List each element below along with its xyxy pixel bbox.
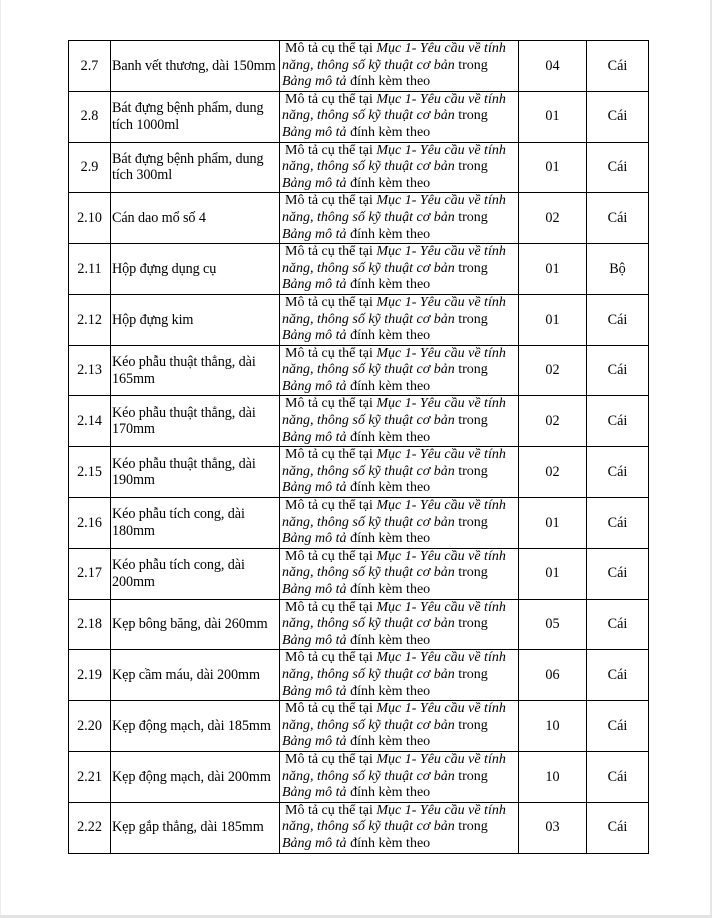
description-line-2 <box>282 565 518 582</box>
item-description <box>280 701 519 752</box>
description-line-3 <box>282 379 518 396</box>
description-reference: Bảng mô tả <box>282 683 347 699</box>
description-line-3 <box>282 734 518 751</box>
description-line-1 <box>282 752 518 769</box>
item-unit: Cái <box>587 599 649 650</box>
item-unit: Bộ <box>587 244 649 295</box>
item-number: 2.14 <box>69 396 111 447</box>
description-text: Mô tả cụ thể tại <box>285 701 377 717</box>
description-text: đính kèm theo <box>346 226 431 242</box>
description-text: trong <box>454 413 488 429</box>
description-line-2 <box>282 362 518 379</box>
item-name: Kẹp bông băng, dài 260mm <box>111 599 280 650</box>
page-edge <box>0 0 1 918</box>
table-row <box>69 498 649 549</box>
item-name: Hộp đựng kim <box>111 294 280 345</box>
item-number: 2.9 <box>69 142 111 193</box>
description-text: đính kèm theo <box>346 124 431 140</box>
description-text: đính kèm theo <box>346 632 431 648</box>
description-reference: Bảng mô tả <box>282 429 347 445</box>
description-line-1 <box>282 92 518 109</box>
item-unit: Cái <box>587 193 649 244</box>
description-line-1 <box>282 346 518 363</box>
item-description <box>280 91 519 142</box>
description-text: Mô tả cụ thể tại <box>285 142 377 158</box>
description-reference: Mục 1- Yêu cầu về tính <box>376 396 506 412</box>
description-reference: Bảng mô tả <box>282 328 347 344</box>
item-name: Kéo phẫu tích cong, dài 200mm <box>111 548 280 599</box>
description-reference: năng, thông số kỹ thuật cơ bản <box>282 311 455 327</box>
description-line-2 <box>282 769 518 786</box>
item-quantity: 10 <box>519 751 587 802</box>
description-text: trong <box>454 260 488 276</box>
item-description <box>280 802 519 853</box>
description-text: Mô tả cụ thể tại <box>285 41 377 56</box>
description-line-2 <box>282 718 518 735</box>
item-unit: Cái <box>587 345 649 396</box>
item-description <box>280 294 519 345</box>
item-number: 2.17 <box>69 548 111 599</box>
item-description <box>280 498 519 549</box>
description-reference: Mục 1- Yêu cầu về tính <box>376 294 506 310</box>
item-quantity: 01 <box>519 142 587 193</box>
description-text: trong <box>454 616 488 632</box>
item-description <box>280 599 519 650</box>
item-name: Kéo phẫu thuật thẳng, dài 165mm <box>111 345 280 396</box>
item-name: Kẹp động mạch, dài 200mm <box>111 751 280 802</box>
description-reference: năng, thông số kỹ thuật cơ bản <box>282 717 455 733</box>
description-line-1 <box>282 193 518 210</box>
description-reference: Bảng mô tả <box>282 734 347 750</box>
description-text: đính kèm theo <box>346 429 431 445</box>
item-name: Bát đựng bệnh phẩm, dung tích 300ml <box>111 142 280 193</box>
item-description <box>280 193 519 244</box>
item-quantity: 01 <box>519 244 587 295</box>
description-reference: Bảng mô tả <box>282 531 347 547</box>
table-body <box>69 41 649 854</box>
description-line-3 <box>282 785 518 802</box>
description-text: đính kèm theo <box>346 835 431 851</box>
description-line-3 <box>282 836 518 853</box>
description-text: Mô tả cụ thể tại <box>285 802 377 818</box>
item-unit: Cái <box>587 650 649 701</box>
item-number: 2.20 <box>69 701 111 752</box>
description-text: đính kèm theo <box>346 74 431 90</box>
item-unit: Cái <box>587 447 649 498</box>
item-quantity: 05 <box>519 599 587 650</box>
item-name: Kéo phẫu tích cong, dài 180mm <box>111 498 280 549</box>
description-line-3 <box>282 633 518 650</box>
description-reference: năng, thông số kỹ thuật cơ bản <box>282 108 455 124</box>
description-reference: Bảng mô tả <box>282 124 347 140</box>
item-name: Kẹp gắp thẳng, dài 185mm <box>111 802 280 853</box>
description-text: Mô tả cụ thể tại <box>285 193 377 209</box>
description-line-2 <box>282 667 518 684</box>
description-line-1 <box>282 549 518 566</box>
item-number: 2.11 <box>69 244 111 295</box>
item-quantity: 01 <box>519 548 587 599</box>
item-name: Hộp đựng dụng cụ <box>111 244 280 295</box>
description-line-3 <box>282 277 518 294</box>
description-line-3 <box>282 74 518 91</box>
item-name: Kẹp động mạch, dài 185mm <box>111 701 280 752</box>
description-text: Mô tả cụ thể tại <box>285 751 377 767</box>
table-row <box>69 294 649 345</box>
description-text: đính kèm theo <box>346 277 431 293</box>
description-line-1 <box>282 803 518 820</box>
item-quantity: 10 <box>519 701 587 752</box>
description-line-1 <box>282 600 518 617</box>
description-text: trong <box>454 311 488 327</box>
description-line-2 <box>282 819 518 836</box>
description-line-1 <box>282 498 518 515</box>
description-text: trong <box>454 57 488 73</box>
table-row <box>69 548 649 599</box>
table-row <box>69 802 649 853</box>
description-text: Mô tả cụ thể tại <box>285 396 377 412</box>
description-reference: năng, thông số kỹ thuật cơ bản <box>282 159 455 175</box>
description-line-3 <box>282 328 518 345</box>
description-reference: Mục 1- Yêu cầu về tính <box>376 41 506 56</box>
description-line-3 <box>282 125 518 142</box>
item-quantity: 01 <box>519 91 587 142</box>
item-quantity: 01 <box>519 294 587 345</box>
item-unit: Cái <box>587 548 649 599</box>
table-row <box>69 447 649 498</box>
description-text: trong <box>454 514 488 530</box>
item-number: 2.7 <box>69 41 111 92</box>
description-reference: Mục 1- Yêu cầu về tính <box>376 548 506 564</box>
description-text: trong <box>454 159 488 175</box>
description-line-2 <box>282 58 518 75</box>
description-text: đính kèm theo <box>346 785 431 801</box>
item-unit: Cái <box>587 294 649 345</box>
description-reference: Bảng mô tả <box>282 226 347 242</box>
description-reference: Bảng mô tả <box>282 835 347 851</box>
description-reference: Mục 1- Yêu cầu về tính <box>376 599 506 615</box>
table-row <box>69 396 649 447</box>
description-reference: năng, thông số kỹ thuật cơ bản <box>282 57 455 73</box>
item-name: Banh vết thương, dài 150mm <box>111 41 280 92</box>
description-text: Mô tả cụ thể tại <box>285 650 377 666</box>
description-text: Mô tả cụ thể tại <box>285 294 377 310</box>
description-text: Mô tả cụ thể tại <box>285 345 377 361</box>
item-unit: Cái <box>587 396 649 447</box>
table-row <box>69 751 649 802</box>
item-unit: Cái <box>587 701 649 752</box>
description-text: Mô tả cụ thể tại <box>285 548 377 564</box>
description-reference: năng, thông số kỹ thuật cơ bản <box>282 565 455 581</box>
item-number: 2.15 <box>69 447 111 498</box>
item-quantity: 02 <box>519 193 587 244</box>
item-description <box>280 548 519 599</box>
table-row <box>69 91 649 142</box>
description-line-1 <box>282 244 518 261</box>
description-reference: Mục 1- Yêu cầu về tính <box>376 91 506 107</box>
description-line-2 <box>282 616 518 633</box>
description-text: Mô tả cụ thể tại <box>285 244 377 260</box>
description-line-3 <box>282 582 518 599</box>
item-unit: Cái <box>587 802 649 853</box>
description-line-2 <box>282 108 518 125</box>
item-unit: Cái <box>587 751 649 802</box>
description-line-3 <box>282 480 518 497</box>
description-line-3 <box>282 531 518 548</box>
description-text: đính kèm theo <box>346 328 431 344</box>
description-reference: năng, thông số kỹ thuật cơ bản <box>282 362 455 378</box>
description-line-1 <box>282 701 518 718</box>
description-text: đính kèm theo <box>346 531 431 547</box>
item-number: 2.18 <box>69 599 111 650</box>
item-number: 2.12 <box>69 294 111 345</box>
description-text: đính kèm theo <box>346 734 431 750</box>
item-quantity: 02 <box>519 345 587 396</box>
table-row <box>69 701 649 752</box>
item-number: 2.10 <box>69 193 111 244</box>
description-reference: Mục 1- Yêu cầu về tính <box>376 244 506 260</box>
description-text: đính kèm theo <box>346 378 431 394</box>
table-row <box>69 244 649 295</box>
description-reference: Bảng mô tả <box>282 785 347 801</box>
description-text: trong <box>454 209 488 225</box>
description-line-2 <box>282 261 518 278</box>
description-text: trong <box>454 463 488 479</box>
item-number: 2.19 <box>69 650 111 701</box>
description-line-1 <box>282 447 518 464</box>
table-row <box>69 345 649 396</box>
description-line-1 <box>282 295 518 312</box>
description-text: trong <box>454 819 488 835</box>
description-line-3 <box>282 176 518 193</box>
item-name: Kéo phẫu thuật thẳng, dài 190mm <box>111 447 280 498</box>
description-reference: Mục 1- Yêu cầu về tính <box>376 447 506 463</box>
description-text: trong <box>454 717 488 733</box>
description-line-2 <box>282 312 518 329</box>
item-quantity: 03 <box>519 802 587 853</box>
description-reference: năng, thông số kỹ thuật cơ bản <box>282 616 455 632</box>
item-unit: Cái <box>587 91 649 142</box>
description-line-2 <box>282 515 518 532</box>
description-reference: Bảng mô tả <box>282 378 347 394</box>
table-row <box>69 599 649 650</box>
item-unit: Cái <box>587 498 649 549</box>
item-description <box>280 345 519 396</box>
description-text: trong <box>454 108 488 124</box>
description-line-3 <box>282 227 518 244</box>
item-name: Kéo phẫu thuật thẳng, dài 170mm <box>111 396 280 447</box>
equipment-table <box>68 40 649 854</box>
item-description <box>280 41 519 92</box>
description-reference: Bảng mô tả <box>282 632 347 648</box>
item-quantity: 06 <box>519 650 587 701</box>
item-number: 2.13 <box>69 345 111 396</box>
description-text: đính kèm theo <box>346 480 431 496</box>
item-quantity: 01 <box>519 498 587 549</box>
description-reference: Mục 1- Yêu cầu về tính <box>376 345 506 361</box>
description-reference: Mục 1- Yêu cầu về tính <box>376 498 506 514</box>
table-row <box>69 193 649 244</box>
description-reference: Bảng mô tả <box>282 582 347 597</box>
item-number: 2.22 <box>69 802 111 853</box>
item-description <box>280 447 519 498</box>
table-row <box>69 41 649 92</box>
item-description <box>280 244 519 295</box>
item-description <box>280 396 519 447</box>
item-description <box>280 751 519 802</box>
description-text: đính kèm theo <box>346 683 431 699</box>
description-reference: năng, thông số kỹ thuật cơ bản <box>282 463 455 479</box>
description-line-3 <box>282 430 518 447</box>
item-description <box>280 650 519 701</box>
item-quantity: 04 <box>519 41 587 92</box>
description-reference: năng, thông số kỹ thuật cơ bản <box>282 209 455 225</box>
description-reference: Mục 1- Yêu cầu về tính <box>376 802 506 818</box>
description-reference: năng, thông số kỹ thuật cơ bản <box>282 413 455 429</box>
description-reference: năng, thông số kỹ thuật cơ bản <box>282 514 455 530</box>
item-quantity: 02 <box>519 396 587 447</box>
table-row <box>69 650 649 701</box>
item-name: Kẹp cầm máu, dài 200mm <box>111 650 280 701</box>
description-reference: Mục 1- Yêu cầu về tính <box>376 142 506 158</box>
description-line-2 <box>282 159 518 176</box>
description-text: Mô tả cụ thể tại <box>285 447 377 463</box>
description-line-3 <box>282 684 518 701</box>
description-text: Mô tả cụ thể tại <box>285 599 377 615</box>
description-text: Mô tả cụ thể tại <box>285 498 377 514</box>
description-reference: Bảng mô tả <box>282 277 347 293</box>
description-reference: Mục 1- Yêu cầu về tính <box>376 193 506 209</box>
description-line-1 <box>282 143 518 160</box>
item-unit: Cái <box>587 142 649 193</box>
description-line-1 <box>282 396 518 413</box>
description-line-2 <box>282 464 518 481</box>
description-reference: Mục 1- Yêu cầu về tính <box>376 751 506 767</box>
description-line-1 <box>282 650 518 667</box>
description-reference: Mục 1- Yêu cầu về tính <box>376 701 506 717</box>
description-text: đính kèm theo <box>346 582 431 597</box>
description-text: trong <box>454 768 488 784</box>
description-text: trong <box>454 565 488 581</box>
description-reference: Bảng mô tả <box>282 175 347 191</box>
item-quantity: 02 <box>519 447 587 498</box>
description-reference: năng, thông số kỹ thuật cơ bản <box>282 819 455 835</box>
item-description <box>280 142 519 193</box>
description-reference: năng, thông số kỹ thuật cơ bản <box>282 260 455 276</box>
item-number: 2.16 <box>69 498 111 549</box>
item-number: 2.21 <box>69 751 111 802</box>
description-line-2 <box>282 210 518 227</box>
description-text: đính kèm theo <box>346 175 431 191</box>
item-number: 2.8 <box>69 91 111 142</box>
description-reference: Bảng mô tả <box>282 480 347 496</box>
item-unit: Cái <box>587 41 649 92</box>
description-line-1 <box>282 41 518 58</box>
description-text: trong <box>454 666 488 682</box>
description-text: trong <box>454 362 488 378</box>
description-text: Mô tả cụ thể tại <box>285 91 377 107</box>
item-name: Cán dao mổ số 4 <box>111 193 280 244</box>
description-reference: năng, thông số kỹ thuật cơ bản <box>282 768 455 784</box>
description-reference: năng, thông số kỹ thuật cơ bản <box>282 666 455 682</box>
description-line-2 <box>282 413 518 430</box>
table-row <box>69 142 649 193</box>
item-name: Bát đựng bệnh phẩm, dung tích 1000ml <box>111 91 280 142</box>
description-reference: Bảng mô tả <box>282 74 347 90</box>
description-reference: Mục 1- Yêu cầu về tính <box>376 650 506 666</box>
